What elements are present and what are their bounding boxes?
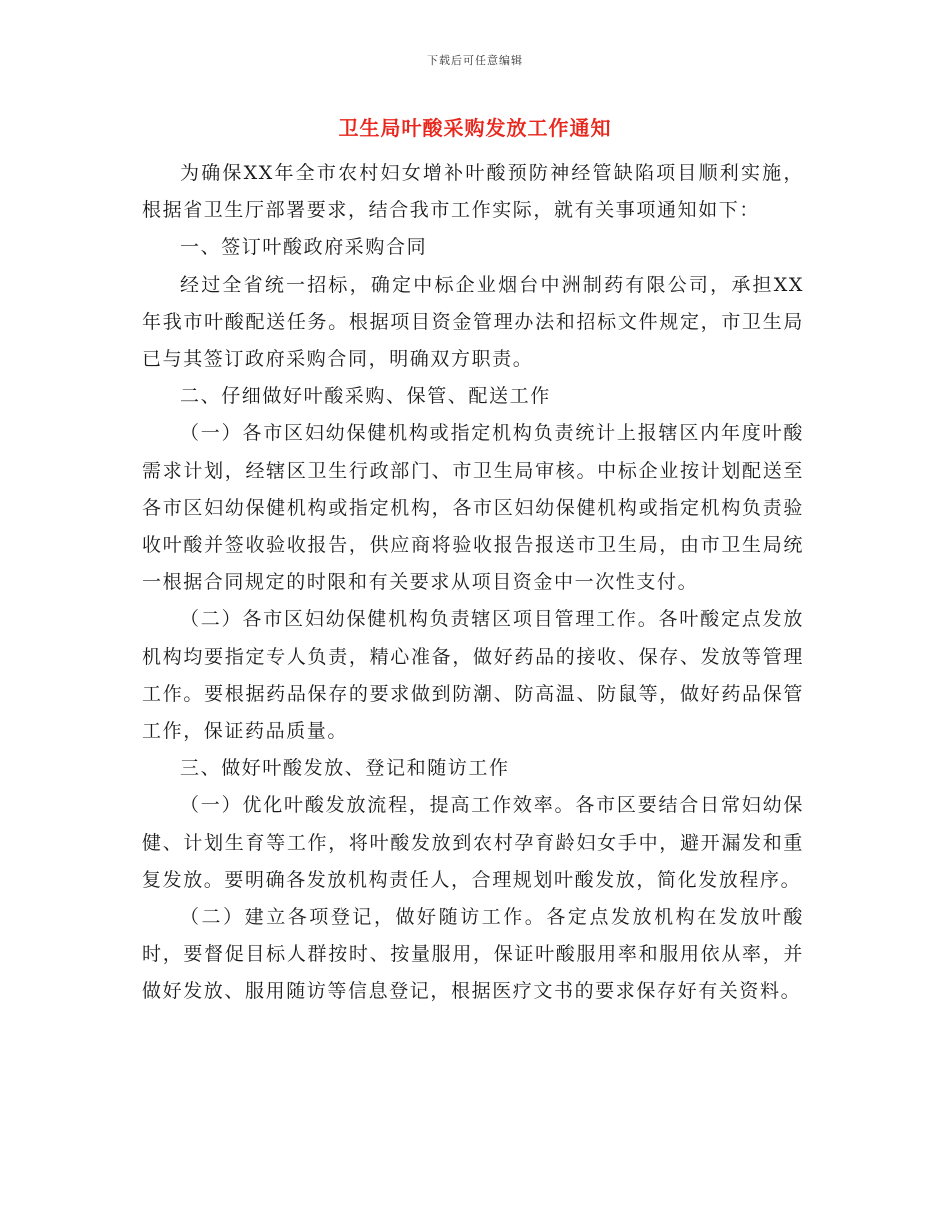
document-body <box>142 155 804 1011</box>
document-title: 卫生局叶酸采购发放工作通知 <box>338 116 612 140</box>
paragraph-intro: 为确保XX年全市农村妇女增补叶酸预防神经管缺陷项目顺利实施，根据省卫生厅部署要求，结合我市工作实际，就有关事项通知如下： <box>142 162 804 222</box>
paragraph-3-2: （二）建立各项登记，做好随访工作。各定点发放机构在发放叶酸时，要督促目标人群按时、按量服用，保证叶酸服用率和服用依从率，并做好发放、服用随访等信息登记，根据医疗文书的要求保存好有关资料。 <box>142 906 804 1003</box>
paragraph-contract: 经过全省统一招标，确定中标企业烟台中洲制药有限公司，承担XX年我市叶酸配送任务。根据项目资金管理办法和招标文件规定，市卫生局已与其签订政府采购合同，明确双方职责。 <box>142 273 804 371</box>
paragraph-2-1: （一）各市区妇幼保健机构或指定机构负责统计上报辖区内年度叶酸需求计划，经辖区卫生行政部门、市卫生局审核。中标企业按计划配送至各市区妇幼保健机构或指定机构，各市区妇幼保健机构或指定机构负责验收叶酸并签收验收报告，供应商将验收报告报送市卫生局，由市卫生局统一根据合同规定的时限和有关要求从项目资金中一次性支付。 <box>142 422 804 594</box>
section-heading-1: 一、签订叶酸政府采购合同 <box>180 236 428 259</box>
paragraph-3-1: （一）优化叶酸发放流程，提高工作效率。各市区要结合日常妇幼保健、计划生育等工作，将叶酸发放到农村孕育龄妇女手中，避开漏发和重复发放。要明确各发放机构责任人，合理规划叶酸发放，简化发放程序。 <box>142 794 804 891</box>
section-heading-2: 二、仔细做好叶酸采购、保管、配送工作 <box>180 385 551 408</box>
section-heading-3: 三、做好叶酸发放、登记和随访工作 <box>180 757 510 780</box>
page-header-note: 下载后可任意编辑 <box>427 54 523 67</box>
paragraph-2-2: （二）各市区妇幼保健机构负责辖区项目管理工作。各叶酸定点发放机构均要指定专人负责，精心准备，做好药品的接收、保存、发放等管理工作。要根据药品保存的要求做到防潮、防高温、防鼠等，做好药品保管工作，保证药品质量。 <box>142 608 804 743</box>
